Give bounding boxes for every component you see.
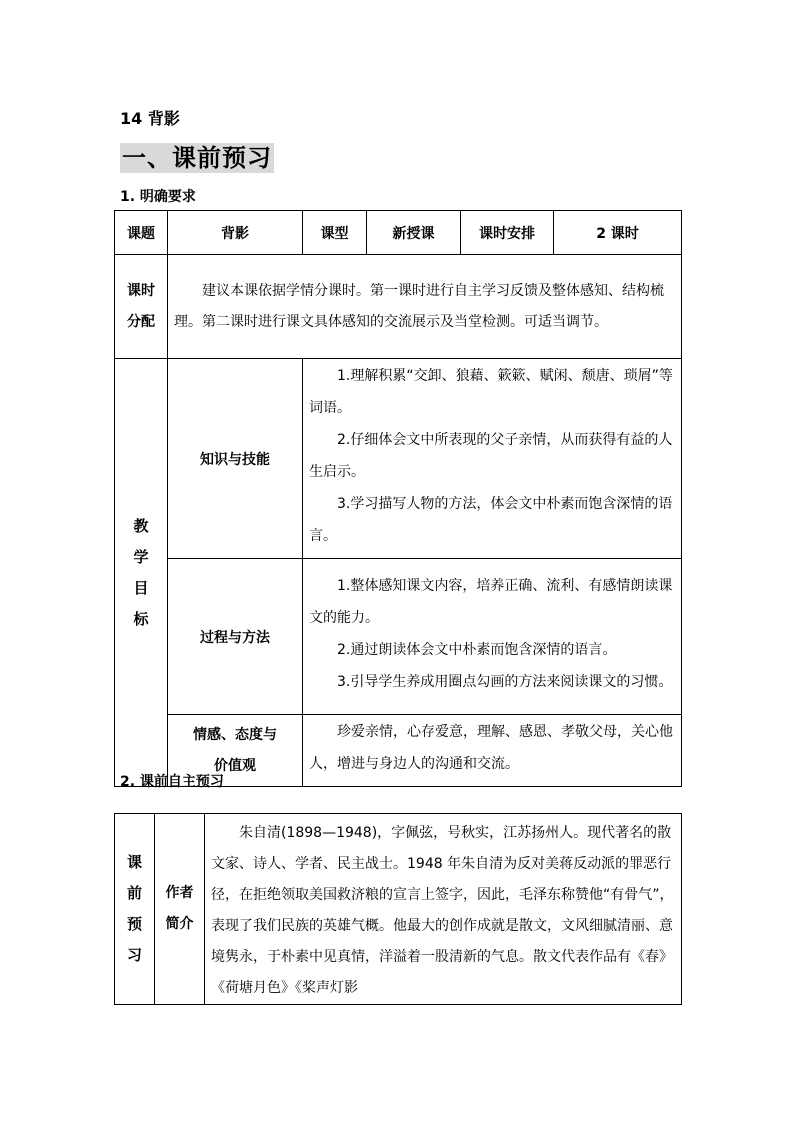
- emotion-label-line1: 情感、态度与: [193, 726, 277, 743]
- author-label-line2: 简介: [165, 916, 194, 932]
- preview-side-char: 课: [126, 853, 142, 871]
- process-label: 过程与方法: [168, 559, 303, 715]
- process-items: [303, 559, 682, 715]
- knowledge-item: 1.理解积累“交卸、狼藉、簌簌、赋闲、颓唐、琐屑”等词语。: [309, 368, 673, 416]
- goals-knowledge-row: [115, 359, 682, 559]
- table-header-row: [115, 211, 682, 255]
- header-cell-topic-label: 课题: [115, 211, 168, 255]
- preview-side-char: 前: [126, 884, 142, 902]
- emotion-text: 珍爱亲情，心存爱意，理解、感恩、孝敬父母，关心他人，增进与身边人的沟通和交流。: [309, 724, 673, 772]
- knowledge-item: 2.仔细体会文中所表现的父子亲情，从而获得有益的人生启示。: [309, 432, 673, 480]
- author-bio-text: 朱自清(1898—1948)，字佩弦，号秋实，江苏扬州人。现代著名的散文家、诗人、学者、民主战士。1948 年朱自清为反对美蒋反动派的罪恶行径，在拒绝领取美国救济粮的宣言上签字，因此，毛泽东称赞他“有骨气”，表现了我们民族的英雄气概。他最大的创作成就是散文，文风细腻清丽、意境隽永，于朴素中见真情，洋溢着一股清新的气息。散文代表作品有《春》《荷塘月色》《桨声灯影: [211, 825, 674, 996]
- knowledge-items: [303, 359, 682, 559]
- author-bio-cell: [205, 814, 682, 1005]
- author-label: [155, 814, 205, 1005]
- goals-process-row: [115, 559, 682, 715]
- sub-heading-self-preview: 2. 课前自主预习: [120, 774, 224, 790]
- requirements-table: [114, 210, 682, 787]
- allocation-label-line2: 分配: [127, 313, 155, 330]
- emotion-text-cell: [303, 715, 682, 787]
- section-heading: 一、课前预习: [122, 144, 272, 172]
- goals-label: [115, 359, 168, 787]
- preview-side-char: 预: [126, 915, 142, 933]
- author-row: [115, 814, 682, 1005]
- goals-label-char: 标: [133, 609, 149, 628]
- goals-label-char: 目: [133, 578, 149, 597]
- preview-table: [114, 813, 682, 1005]
- process-item: 2.通过朗读体会文中朴素而饱含深情的语言。: [337, 642, 617, 658]
- header-cell-schedule-label: 课时安排: [461, 211, 554, 255]
- author-label-line1: 作者: [165, 885, 194, 901]
- header-cell-schedule-value: 2 课时: [554, 211, 682, 255]
- preview-side-label: [115, 814, 155, 1005]
- header-cell-type-value: 新授课: [367, 211, 461, 255]
- knowledge-label: 知识与技能: [168, 359, 303, 559]
- process-item: 3.引导学生养成用圈点勾画的方法来阅读课文的习惯。: [337, 674, 673, 690]
- header-cell-type-label: 课型: [303, 211, 367, 255]
- header-cell-topic-value: 背影: [168, 211, 303, 255]
- knowledge-item: 3.学习描写人物的方法，体会文中朴素而饱含深情的语言。: [309, 496, 673, 544]
- page-title: 14 背影: [120, 109, 180, 128]
- preview-side-char: 习: [126, 946, 142, 964]
- allocation-row: [115, 255, 682, 359]
- process-item: 1.整体感知课文内容，培养正确、流利、有感情朗读课文的能力。: [309, 578, 673, 626]
- allocation-label-line1: 课时: [127, 282, 155, 299]
- goals-label-char: 教: [133, 516, 149, 535]
- allocation-text: 建议本课依据学情分课时。第一课时进行自主学习反馈及整体感知、结构梳理。第二课时进行课文具体感知的交流展示及当堂检测。可适当调节。: [168, 255, 682, 359]
- sub-heading-requirements: 1. 明确要求: [120, 189, 196, 205]
- allocation-label: [115, 255, 168, 359]
- emotion-label-line2: 价值观: [214, 757, 256, 774]
- goals-label-char: 学: [133, 547, 149, 566]
